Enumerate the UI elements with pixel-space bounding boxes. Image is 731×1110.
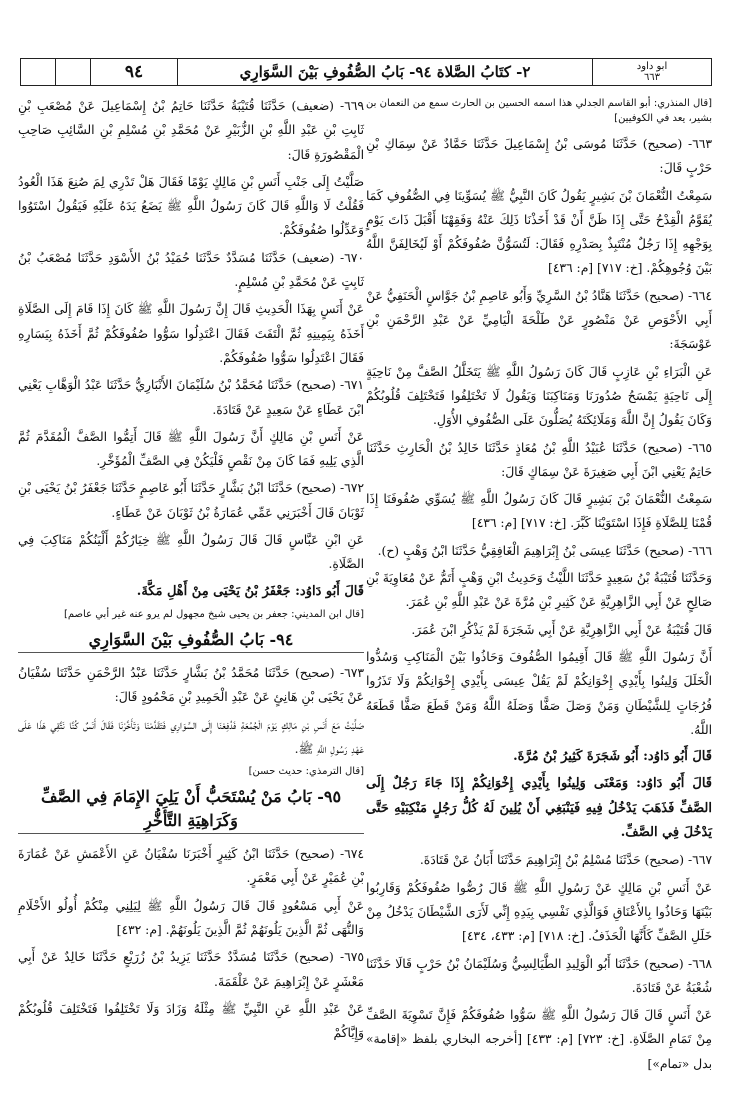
page-number: ٩٤ bbox=[90, 59, 177, 85]
hadith-paragraph: عَنْ أَبِي مَسْعُودٍ قَالَ قَالَ رَسُولُ اللَّهِ ﷺ لِيَلِنِي مِنْكُمْ أُولُو الأَحْلَامِ وَالنُّهَى ثُمَّ الَّذِينَ يَلُونَهُمْ ثُمَّ الَّذِينَ يَلُونَهُمْ. [م: ٤٣٢] bbox=[18, 898, 364, 938]
hadith-paragraph: عَنْ أَنَسِ بْنِ مَالِكٍ عَنْ رَسُولِ اللَّهِ ﷺ قَالَ رُصُّوا صُفُوفَكُمْ وَقَارِبُوا بَيْنَهَا وَحَاذُوا بِالأَعْنَاقِ فَوَالَّذِي نَفْسِي بِيَدِهِ إِنِّي لَأَرَى الشَّيْطَانَ يَدْخُلُ مِنْ خَلَلِ الصَّفِّ كَأَنَّهَا الْحَذَفُ. [خ: ٧١٨] [م: ٤٣٣، ٤٣٤] bbox=[366, 880, 712, 944]
hadith-paragraph: ٦٦٥- (صحيح) حَدَّثَنَا عُبَيْدُ اللَّهِ بْنُ مُعَاذٍ حَدَّثَنَا خَالِدُ بْنُ الْحَارِثِ حَدَّثَنَا حَاتِمٌ يَعْنِي ابْنَ أَبِي صَغِيرَةَ عَنْ سِمَاكٍ قَالَ: bbox=[366, 440, 712, 479]
chapter-heading: ٩٥- بَابُ مَنْ يُسْتَحَبُّ أَنْ يَلِيَ الإِمَامَ فِي الصَّفِّ وَكَرَاهِيَةِ التَّأَخُّرِ bbox=[18, 785, 364, 834]
hadith-paragraph: ٦٧٣- (صحيح) حَدَّثَنَا مُحَمَّدُ بْنُ بَشَّارٍ حَدَّثَنَا عَبْدُ الرَّحْمَنِ حَدَّثَنَا سُفْيَانُ عَنْ يَحْيَى بْنِ هَانِئٍ عَنْ عَبْدِ الْحَمِيدِ بْنِ مَحْمُودٍ قَالَ: bbox=[18, 665, 364, 705]
abu-dawud-comment: قَالَ أَبُو دَاوُد: وَمَعْنَى وَلِينُوا بِأَيْدِي إِخْوَانِكُمْ إِذَا جَاءَ رَجُلٌ إِلَى الصَّفِّ فَذَهَبَ يَدْخُلُ فِيهِ فَيَنْبَغِي أَنْ يُلِينَ لَهُ كُلُّ رَجُلٍ مَنْكِبَيْهِ حَتَّى يَدْخُلَ فِي الصَّفِّ. bbox=[366, 776, 712, 841]
hadith-paragraph: سَمِعْتُ النُّعْمَانَ بْنَ بَشِيرٍ يَقُولُ كَانَ النَّبِيُّ ﷺ يُسَوِّينَا فِي الصُّفُوفِ كَمَا يُقَوَّمُ الْقِدْحُ حَتَّى إِذَا ظَنَّ أَنْ قَدْ أَخَذْنَا ذَلِكَ عَنْهُ وَفَقِهْنَا أَقْبَلَ ذَاتَ يَوْمٍ بِوَجْهِهِ إِذَا رَجُلٌ مُنْتَبِذٌ بِصَدْرِهِ فَقَالَ: لَتُسَوُّنَّ صُفُوفَكُمْ أَوْ لَيُخَالِفَنَّ اللَّهُ بَيْنَ وُجُوهِكُمْ. [خ: ٧١٧] [م: ٤٣٦] bbox=[366, 188, 712, 276]
hadith-paragraph: ٦٧٤- (صحيح) حَدَّثَنَا ابْنُ كَثِيرٍ أَخْبَرَنَا سُفْيَانُ عَنِ الأَعْمَشِ عَنْ عُمَارَةَ بْنِ عُمَيْرٍ عَنْ أَبِي مَعْمَرٍ. bbox=[18, 847, 364, 886]
hadith-paragraph: صَلَّيْتُ مَعَ أَنَسِ بْنِ مَالِكٍ يَوْمَ الْجُمُعَةِ فَدُفِعْنَا إِلَى السَّوَارِي فَتَقَدَّمْنَا وَتَأَخَّرْنَا فَقَالَ أَنَسٌ كُنَّا نَتَّقِي هَذَا عَلَى عَهْدِ رَسُولِ اللَّهِ ﷺ. bbox=[18, 717, 364, 756]
editorial-note: [قال ابن المديني: جعفر بن يحيى شيخ مجهول لم يرو عنه غير أبي عاصم] bbox=[63, 608, 364, 620]
abu-dawud-comment: قَالَ أَبُو دَاوُد: أَبُو شَجَرَةَ كَثِيرُ بْنُ مُرَّةَ. bbox=[513, 749, 712, 765]
hadith-paragraph: ٦٧١- (صحيح) حَدَّثَنَا مُحَمَّدُ بْنُ سُلَيْمَانَ الأَنْبَارِيُّ حَدَّثَنَا عَبْدُ الْوَهَّابِ يَعْنِي ابْنَ عَطَاءٍ عَنْ سَعِيدٍ عَنْ قَتَادَةَ. bbox=[18, 378, 364, 417]
left-column bbox=[18, 94, 364, 1049]
right-column bbox=[366, 94, 712, 1079]
hadith-paragraph: عَنْ عَبْدِ اللَّهِ عَنِ النَّبِيِّ ﷺ مِثْلَهُ وَزَادَ وَلَا تَخْتَلِفُوا فَتَخْتَلِفَ قُلُوبُكُمْ وَإِيَّاكُمْ bbox=[18, 1001, 364, 1041]
chapter-heading: ٩٤- بَابُ الصُّفُوفِ بَيْنَ السَّوَارِي bbox=[18, 628, 364, 653]
hadith-paragraph: قَالَ قُتَيْبَةُ عَنْ أَبِي الزَّاهِرِيَّةِ عَنْ أَبِي شَجَرَةَ لَمْ يَذْكُرِ ابْنَ عُمَرَ. bbox=[411, 622, 712, 637]
hadith-paragraph: ٦٦٣- (صحيح) حَدَّثَنَا مُوسَى بْنُ إِسْمَاعِيلَ حَدَّثَنَا حَمَّادٌ عَنْ سِمَاكِ بْنِ حَرْبٍ قَالَ: bbox=[366, 137, 712, 176]
hadith-paragraph: أَنَّ رَسُولَ اللَّهِ ﷺ قَالَ أَقِيمُوا الصُّفُوفَ وَحَاذُوا بَيْنَ الْمَنَاكِبِ وَسُدُّوا الْخَلَلَ وَلِينُوا بِأَيْدِي إِخْوَانِكُمْ لَمْ يَقُلْ عِيسَى بِأَيْدِي إِخْوَانِكُمْ وَلَا تَذَرُوا فُرُجَاتٍ لِلشَّيْطَانِ وَمَنْ وَصَلَ صَفًّا وَصَلَهُ اللَّهُ وَمَنْ قَطَعَ صَفًّا قَطَعَهُ اللَّهُ. bbox=[366, 649, 712, 737]
book-hadith-number: ٦٦٣ bbox=[643, 72, 661, 83]
hadith-paragraph: ٦٧٠- (ضعيف) حَدَّثَنَا مُسَدَّدٌ حَدَّثَنَا حُمَيْدُ بْنُ الأَسْوَدِ حَدَّثَنَا مُصْعَبُ بْنُ ثَابِتٍ عَنْ مُحَمَّدِ بْنِ مُسْلِمٍ. bbox=[18, 250, 364, 290]
header-blank-cell bbox=[21, 59, 55, 85]
chapter-title: ٢- كتَابُ الصَّلاة ٩٤- بَابُ الصُّفُوفِ بَيْنَ السَّوَارِي bbox=[177, 59, 592, 85]
hadith-paragraph: ٦٧٢- (صحيح) حَدَّثَنَا ابْنُ بَشَّارٍ حَدَّثَنَا أَبُو عَاصِمٍ حَدَّثَنَا جَعْفَرُ بْنُ يَحْيَى بْنِ ثَوْبَانَ قَالَ أَخْبَرَنِي عَمِّي عُمَارَةُ بْنُ ثَوْبَانَ عَنْ عَطَاءٍ. bbox=[18, 481, 364, 520]
abu-dawud-comment: قَالَ أَبُو دَاوُد: جَعْفَرُ بْنُ يَحْيَى مِنْ أَهْلِ مَكَّةَ. bbox=[136, 583, 364, 599]
hadith-paragraph: ٦٦٤- (صحيح) حَدَّثَنَا هَنَّادُ بْنُ السَّرِيِّ وَأَبُو عَاصِمِ بْنُ جَوَّاسٍ الْحَنَفِيُّ عَنْ أَبِي الأَحْوَصِ عَنْ مَنْصُورٍ عَنْ طَلْحَةَ الْيَامِيِّ عَنْ عَبْدِ الرَّحْمَنِ بْنِ عَوْسَجَةَ: bbox=[366, 288, 712, 352]
hadith-paragraph: عَنْ أَنَسِ بْنِ مَالِكٍ أَنَّ رَسُولَ اللَّهِ ﷺ قَالَ أَتِمُّوا الصَّفَّ الْمُقَدَّمَ ثُمَّ الَّذِي يَلِيهِ فَمَا كَانَ مِنْ نَقْصٍ فَلْيَكُنْ فِي الصَّفِّ الْمُؤَخَّرِ. bbox=[18, 429, 364, 469]
hadith-paragraph: عَنْ أَنَسٍ بِهَذَا الْحَدِيثِ قَالَ إِنَّ رَسُولَ اللَّهِ ﷺ كَانَ إِذَا قَامَ إِلَى الصَّلَاةِ أَخَذَهُ بِيَمِينِهِ ثُمَّ الْتَفَتَ فَقَالَ اعْتَدِلُوا سَوُّوا صُفُوفَكُمْ ثُمَّ أَخَذَهُ بِيَسَارِهِ فَقَالَ اعْتَدِلُوا سَوُّوا صُفُوفَكُمْ. bbox=[18, 302, 364, 365]
hadith-paragraph: ٦٦٧- (صحيح) حَدَّثَنَا مُسْلِمُ بْنُ إِبْرَاهِيمَ حَدَّثَنَا أَبَانُ عَنْ قَتَادَةَ. bbox=[419, 853, 712, 868]
editorial-note: [قال الترمذي: حديث حسن] bbox=[248, 766, 364, 778]
hadith-paragraph: عَنِ ابْنِ عَبَّاسٍ قَالَ قَالَ رَسُولُ اللَّهِ ﷺ خِيَارُكُمْ أَلْيَنُكُمْ مَنَاكِبَ فِي الصَّلَاةِ. bbox=[18, 533, 364, 572]
hadith-paragraph: ٦٦٦- (صحيح) حَدَّثَنَا عِيسَى بْنُ إِبْرَاهِيمَ الْغَافِقِيُّ حَدَّثَنَا ابْنُ وَهْبٍ (ح). bbox=[377, 543, 712, 558]
header-blank-cell bbox=[55, 59, 90, 85]
hadith-paragraph: ٦٦٩- (ضعيف) حَدَّثَنَا قُتَيْبَةُ حَدَّثَنَا حَاتِمُ بْنُ إِسْمَاعِيلَ عَنْ مُصْعَبِ بْنِ ثَابِتِ بْنِ عَبْدِ اللَّهِ بْنِ الزُّبَيْرِ عَنْ مُحَمَّدِ بْنِ مُسْلِمِ بْنِ السَّائِبِ صَاحِبِ الْمَقْصُورَةِ قَالَ: bbox=[18, 99, 364, 162]
hadith-paragraph: ٦٦٨- (صحيح) حَدَّثَنَا أَبُو الْوَلِيدِ الطَّيَالِسِيُّ وَسُلَيْمَانُ بْنُ حَرْبٍ قَالَا حَدَّثَنَا شُعْبَةُ عَنْ قَتَادَةَ. bbox=[366, 956, 712, 995]
editorial-note: [قال المنذري: أبو القاسم الجدلي هذا اسمه الحسين بن الحارث سمع من النعمان بن بشير، يعد في الكوفيين] bbox=[366, 98, 712, 124]
hadith-paragraph: صَلَّيْتُ إِلَى جَنْبِ أَنَسِ بْنِ مَالِكٍ يَوْمًا فَقَالَ هَلْ تَدْرِي لِمَ صُنِعَ هَذَا الْعُودُ فَقُلْتُ لَا وَاللَّهِ قَالَ كَانَ رَسُولُ اللَّهِ ﷺ يَضَعُ يَدَهُ عَلَيْهِ فَيَقُولُ اسْتَوُوا وَعَدِّلُوا صُفُوفَكُمْ. bbox=[18, 174, 364, 238]
running-header bbox=[20, 58, 712, 86]
hadith-paragraph: سَمِعْتُ النُّعْمَانَ بْنَ بَشِيرٍ قَالَ كَانَ رَسُولُ اللَّهِ ﷺ يُسَوِّي صُفُوفَنَا إِذَا قُمْنَا لِلصَّلَاةِ فَإِذَا اسْتَوَيْنَا كَبَّرَ. [خ: ٧١٧] [م: ٤٣٦] bbox=[366, 492, 712, 531]
book-info bbox=[592, 59, 711, 85]
hadith-paragraph: عَنْ أَنَسٍ قَالَ قَالَ رَسُولُ اللَّهِ ﷺ سَوُّوا صُفُوفَكُمْ فَإِنَّ تَسْوِيَةَ الصَّفِّ مِنْ تَمَامِ الصَّلَاةِ. [خ: ٧٢٣] [م: ٤٣٣] [أخرجه البخاري بلفظ «إقامة» بدل «تمام»] bbox=[366, 1008, 712, 1071]
hadith-paragraph: عَنِ الْبَرَاءِ بْنِ عَازِبٍ قَالَ كَانَ رَسُولُ اللَّهِ ﷺ يَتَخَلَّلُ الصَّفَّ مِنْ نَاحِيَةٍ إِلَى نَاحِيَةٍ يَمْسَحُ صُدُورَنَا وَمَنَاكِبَنَا وَيَقُولُ لَا تَخْتَلِفُوا فَتَخْتَلِفَ قُلُوبُكُمْ وَكَانَ يَقُولُ إِنَّ اللَّهَ وَمَلَائِكَتَهُ يُصَلُّونَ عَلَى الصُّفُوفِ الأُوَلِ. bbox=[366, 364, 712, 428]
hadith-paragraph: ٦٧٥- (صحيح) حَدَّثَنَا مُسَدَّدٌ حَدَّثَنَا يَزِيدُ بْنُ زُرَيْعٍ حَدَّثَنَا خَالِدٌ عَنْ أَبِي مَعْشَرٍ عَنْ إِبْرَاهِيمَ عَنْ عَلْقَمَةَ. bbox=[18, 950, 364, 989]
book-name: ابو داود bbox=[636, 61, 668, 72]
hadith-paragraph: وَحَدَّثَنَا قُتَيْبَةُ بْنُ سَعِيدٍ حَدَّثَنَا اللَّيْثُ وَحَدِيثُ ابْنِ وَهْبٍ أَتَمُّ عَنْ مُعَاوِيَةَ بْنِ صَالِحٍ عَنْ أَبِي الزَّاهِرِيَّةِ عَنْ كَثِيرِ بْنِ مُرَّةَ عَنْ عَبْدِ اللَّهِ بْنِ عُمَرَ. bbox=[366, 571, 712, 610]
